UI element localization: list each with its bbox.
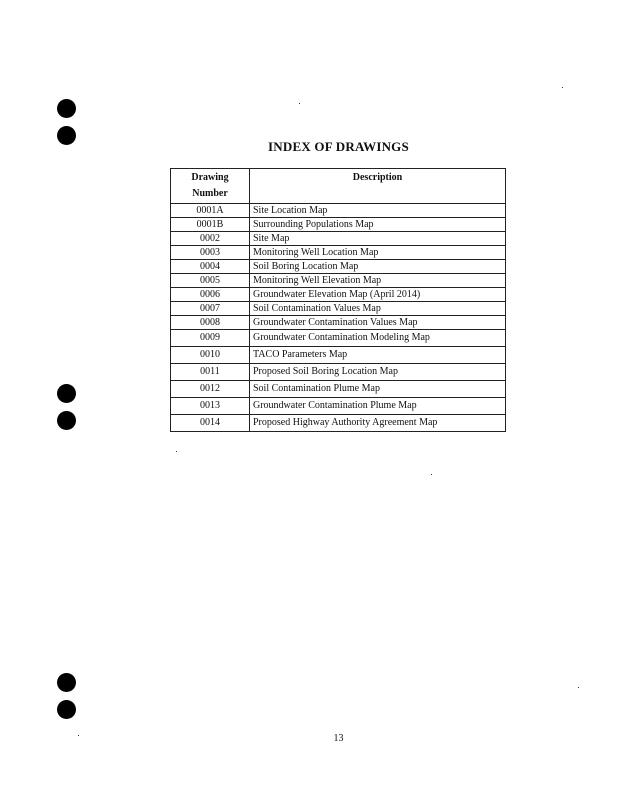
- drawing-number: 0014: [171, 415, 250, 432]
- drawing-number: 0010: [171, 347, 250, 364]
- scan-speck: [431, 474, 432, 475]
- table-row: [171, 302, 506, 316]
- drawing-description: Site Map: [250, 232, 506, 246]
- description-header: Description: [250, 169, 506, 204]
- drawing-description: Proposed Highway Authority Agreement Map: [250, 415, 506, 432]
- drawing-description: Soil Boring Location Map: [250, 260, 506, 274]
- table-row: [171, 288, 506, 302]
- table-row: [171, 381, 506, 398]
- table-row: [171, 316, 506, 330]
- drawing-number: 0013: [171, 398, 250, 415]
- drawing-number: 0002: [171, 232, 250, 246]
- punch-hole-middle-1: [57, 384, 76, 403]
- drawing-number: 0005: [171, 274, 250, 288]
- drawing-description: Groundwater Contamination Modeling Map: [250, 330, 506, 347]
- drawing-description: Monitoring Well Location Map: [250, 246, 506, 260]
- drawing-number: 0011: [171, 364, 250, 381]
- table-row: [171, 330, 506, 347]
- scan-speck: [562, 87, 563, 88]
- drawing-description: TACO Parameters Map: [250, 347, 506, 364]
- drawing-description: Surrounding Populations Map: [250, 218, 506, 232]
- punch-hole-bottom-2: [57, 700, 76, 719]
- drawing-number: 0008: [171, 316, 250, 330]
- drawing-description: Proposed Soil Boring Location Map: [250, 364, 506, 381]
- drawing-number: 0007: [171, 302, 250, 316]
- drawing-number: 0001B: [171, 218, 250, 232]
- drawing-description: Soil Contamination Values Map: [250, 302, 506, 316]
- table-row: [171, 347, 506, 364]
- drawing-number: 0001A: [171, 204, 250, 218]
- punch-hole-middle-2: [57, 411, 76, 430]
- drawing-number: 0004: [171, 260, 250, 274]
- scan-speck: [578, 687, 579, 688]
- drawing-number: 0009: [171, 330, 250, 347]
- drawing-description: Groundwater Contamination Plume Map: [250, 398, 506, 415]
- drawing-number-header-line1: Drawing: [191, 172, 229, 183]
- drawing-number: 0003: [171, 246, 250, 260]
- page-number: 13: [333, 733, 344, 744]
- drawing-number: 0006: [171, 288, 250, 302]
- table-row: [171, 398, 506, 415]
- drawing-description: Monitoring Well Elevation Map: [250, 274, 506, 288]
- table-row: [171, 274, 506, 288]
- table-row: [171, 364, 506, 381]
- scan-speck: [176, 451, 177, 452]
- table-row: [171, 260, 506, 274]
- drawing-description: Groundwater Contamination Values Map: [250, 316, 506, 330]
- table-row: [171, 218, 506, 232]
- punch-hole-top-1: [57, 99, 76, 118]
- scan-speck: [299, 103, 300, 104]
- drawing-number: 0012: [171, 381, 250, 398]
- page-title: INDEX OF DRAWINGS: [268, 139, 409, 154]
- table-row: [171, 204, 506, 218]
- table-row: [171, 232, 506, 246]
- table-header-row: [171, 169, 506, 204]
- drawing-number-header-line2: Number: [192, 188, 228, 199]
- punch-hole-bottom-1: [57, 673, 76, 692]
- drawing-description: Soil Contamination Plume Map: [250, 381, 506, 398]
- table-row: [171, 246, 506, 260]
- drawing-description: Groundwater Elevation Map (April 2014): [250, 288, 506, 302]
- drawing-description: Site Location Map: [250, 204, 506, 218]
- table-row: [171, 415, 506, 432]
- drawing-number-header: [171, 169, 250, 204]
- drawings-index-table: [170, 168, 506, 432]
